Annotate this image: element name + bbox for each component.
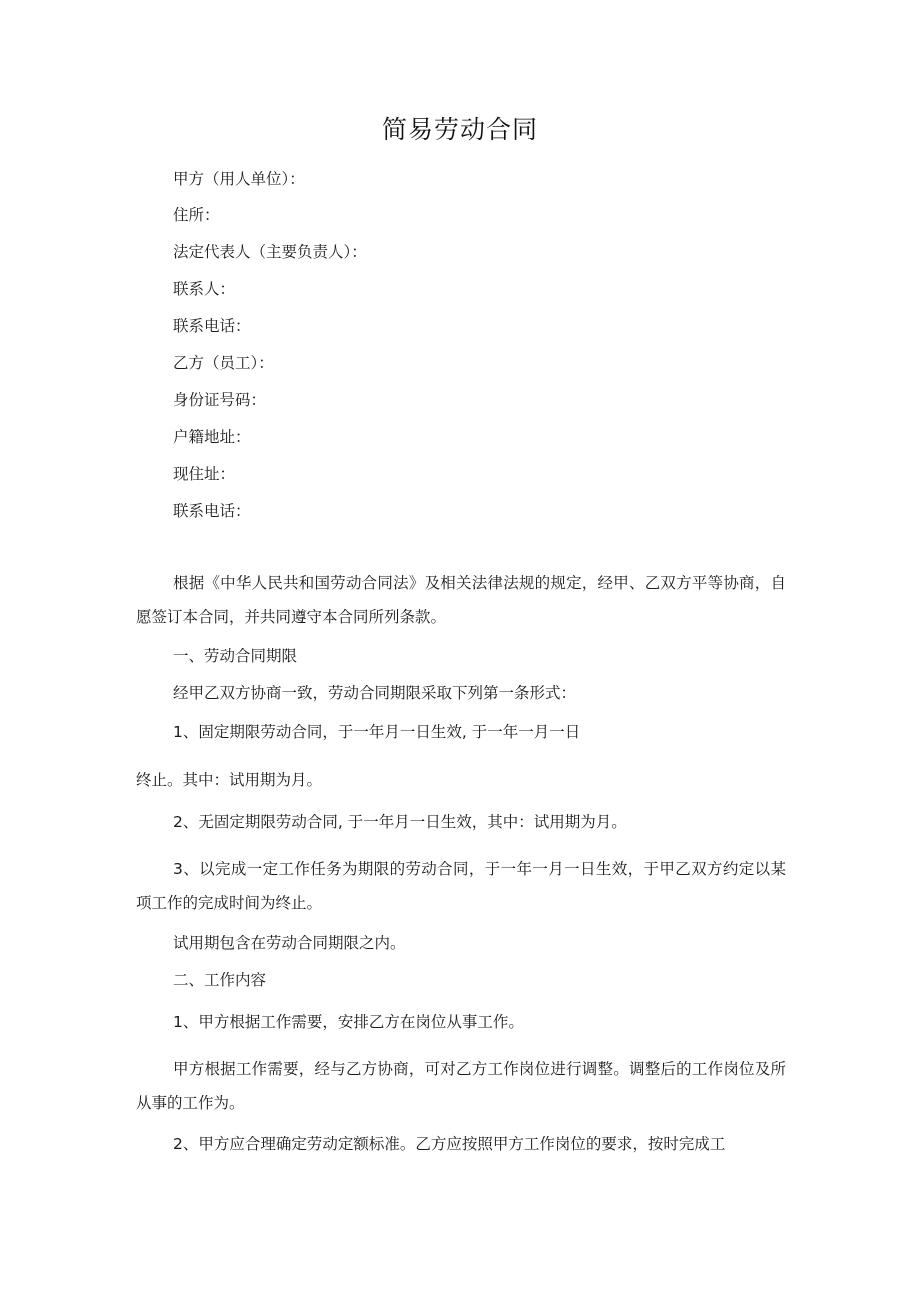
section1-item1-line2: 终止。其中：试用期为月。 [136,771,323,789]
party-a-name-label: 甲方（用人单位）： [173,170,305,188]
section2-item2: 2、甲方应合理确定劳动定额标准。乙方应按照甲方工作岗位的要求，按时完成工 [173,1135,726,1153]
party-a-legal-rep-label: 法定代表人（主要负责人）： [173,243,367,261]
party-b-household-label: 户籍地址： [173,428,251,446]
party-a-phone-label: 联系电话： [173,317,251,335]
party-a-contact-label: 联系人： [173,280,236,298]
probation-note: 试用期包含在劳动合同期限之内。 [173,934,406,952]
intro-paragraph: 根据《中华人民共和国劳动合同法》及相关法律法规的规定，经甲、乙双方平等协商，自愿签订本合同，并共同遵守本合同所列条款。 [136,574,786,626]
section1-lead: 经甲乙双方协商一致，劳动合同期限采取下列第一条形式： [173,684,577,702]
party-b-name-label: 乙方（员工）： [173,354,274,372]
party-b-phone-label: 联系电话： [173,502,251,520]
section2-item1: 1、甲方根据工作需要，安排乙方在岗位从事工作。 [173,1013,524,1031]
section1-heading: 一、劳动合同期限 [173,647,298,665]
document-title: 简易劳动合同 [381,115,538,144]
party-b-current-address-label: 现住址： [173,465,236,483]
section1-item1-line1: 1、固定期限劳动合同，于一年月一日生效, 于一年一月一日 [173,723,581,741]
section2-heading: 二、工作内容 [173,971,267,989]
party-a-address-label: 住所： [173,206,220,224]
section2-adjust-paragraph: 甲方根据工作需要，经与乙方协商，可对乙方工作岗位进行调整。调整后的工作岗位及所从事的工作为。 [136,1060,786,1112]
section1-item3: 3、以完成一定工作任务为期限的劳动合同，于一年一月一日生效，于甲乙双方约定以某项工作的完成时间为终止。 [136,860,786,912]
party-b-id-label: 身份证号码： [173,391,267,409]
section1-item2: 2、无固定期限劳动合同, 于一年月一日生效，其中：试用期为月。 [173,813,627,831]
